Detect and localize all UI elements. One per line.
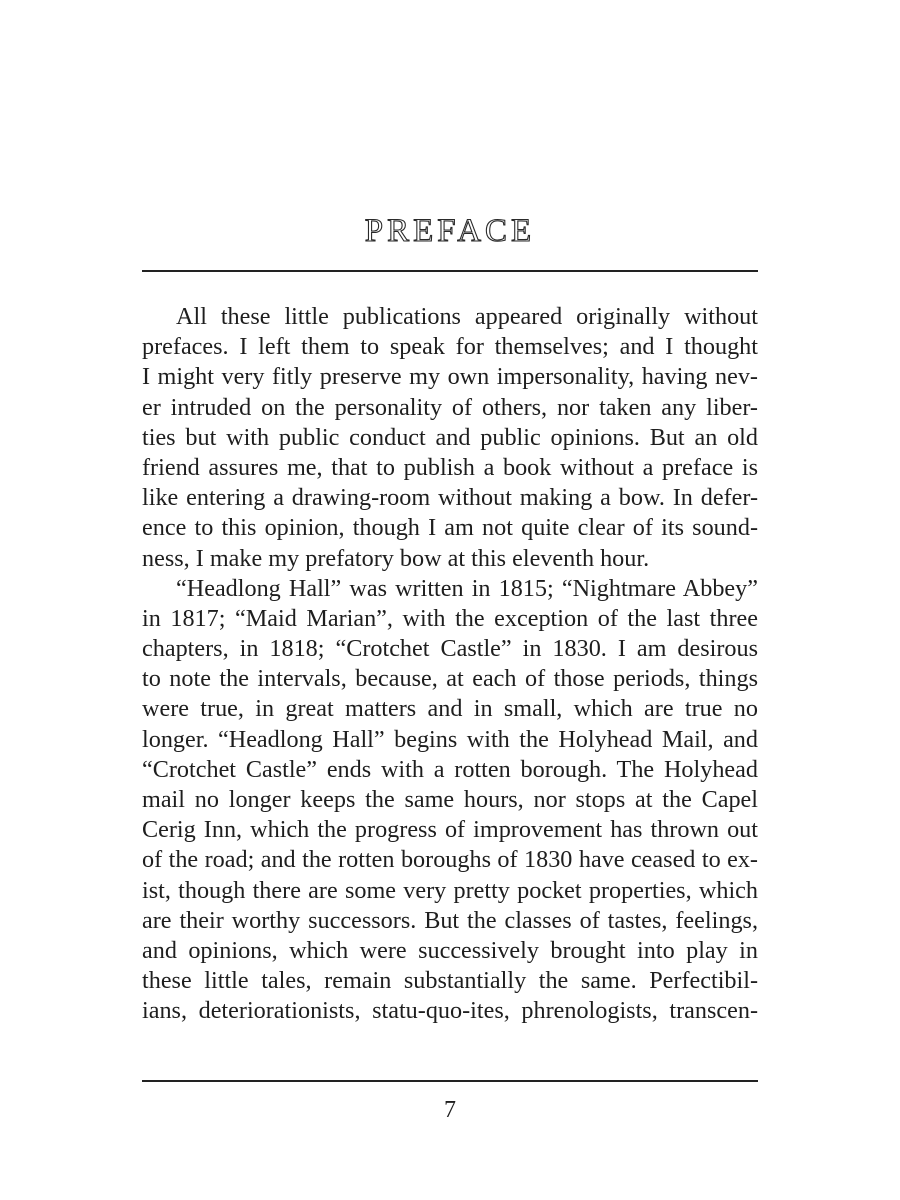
preface-body xyxy=(142,302,758,1027)
text-line: friend assures me, that to publish a book without a preface is xyxy=(142,453,758,481)
text-line: like entering a drawing-room without making a bow. In defer- xyxy=(142,484,758,512)
text-line: “Crotchet Castle” ends with a rotten borough. The Holyhead xyxy=(142,755,758,783)
text-line: ians, deteriorationists, statu-quo-ites, phrenologists, transcen- xyxy=(142,997,758,1025)
footer-rule xyxy=(142,1080,758,1082)
text-line: ist, though there are some very pretty pocket properties, which xyxy=(142,876,758,904)
header-rule xyxy=(142,270,758,272)
text-line: “Headlong Hall” was written in 1815; “Nightmare Abbey” xyxy=(176,574,758,602)
text-line: of the road; and the rotten boroughs of 1830 have ceased to ex- xyxy=(142,846,758,874)
text-line: prefaces. I left them to speak for themselves; and I thought xyxy=(142,333,758,361)
text-line: these little tales, remain substantially the same. Perfectibil- xyxy=(142,967,758,995)
text-line: chapters, in 1818; “Crotchet Castle” in 1830. I am desirous xyxy=(142,635,758,663)
text-line: and opinions, which were successively brought into play in xyxy=(142,936,758,964)
page-title: PREFACE xyxy=(364,213,536,249)
text-line: ence to this opinion, though I am not quite clear of its sound- xyxy=(142,514,758,542)
paragraph-2 xyxy=(142,574,758,1027)
text-line: All these little publications appeared originally without xyxy=(176,303,758,330)
text-line: ties but with public conduct and public opinions. But an old xyxy=(142,423,758,451)
text-line: er intruded on the personality of others, nor taken any liber- xyxy=(142,393,758,421)
text-line: to note the intervals, because, at each of those periods, things xyxy=(142,665,758,693)
paragraph-1 xyxy=(142,302,758,574)
text-line: in 1817; “Maid Marian”, with the exception of the last three xyxy=(142,604,758,632)
text-line: longer. “Headlong Hall” begins with the Holyhead Mail, and xyxy=(142,725,758,753)
text-line: Cerig Inn, which the progress of improvement has thrown out xyxy=(142,816,758,844)
text-line: mail no longer keeps the same hours, nor stops at the Capel xyxy=(142,786,758,813)
page-number: 7 xyxy=(444,1097,456,1123)
text-line: are their worthy successors. But the classes of tastes, feelings, xyxy=(142,906,758,934)
text-line: ness, I make my prefatory bow at this eleventh hour. xyxy=(142,544,650,572)
text-line: I might very fitly preserve my own impersonality, having nev- xyxy=(142,363,758,391)
text-line: were true, in great matters and in small, which are true no xyxy=(142,695,758,723)
